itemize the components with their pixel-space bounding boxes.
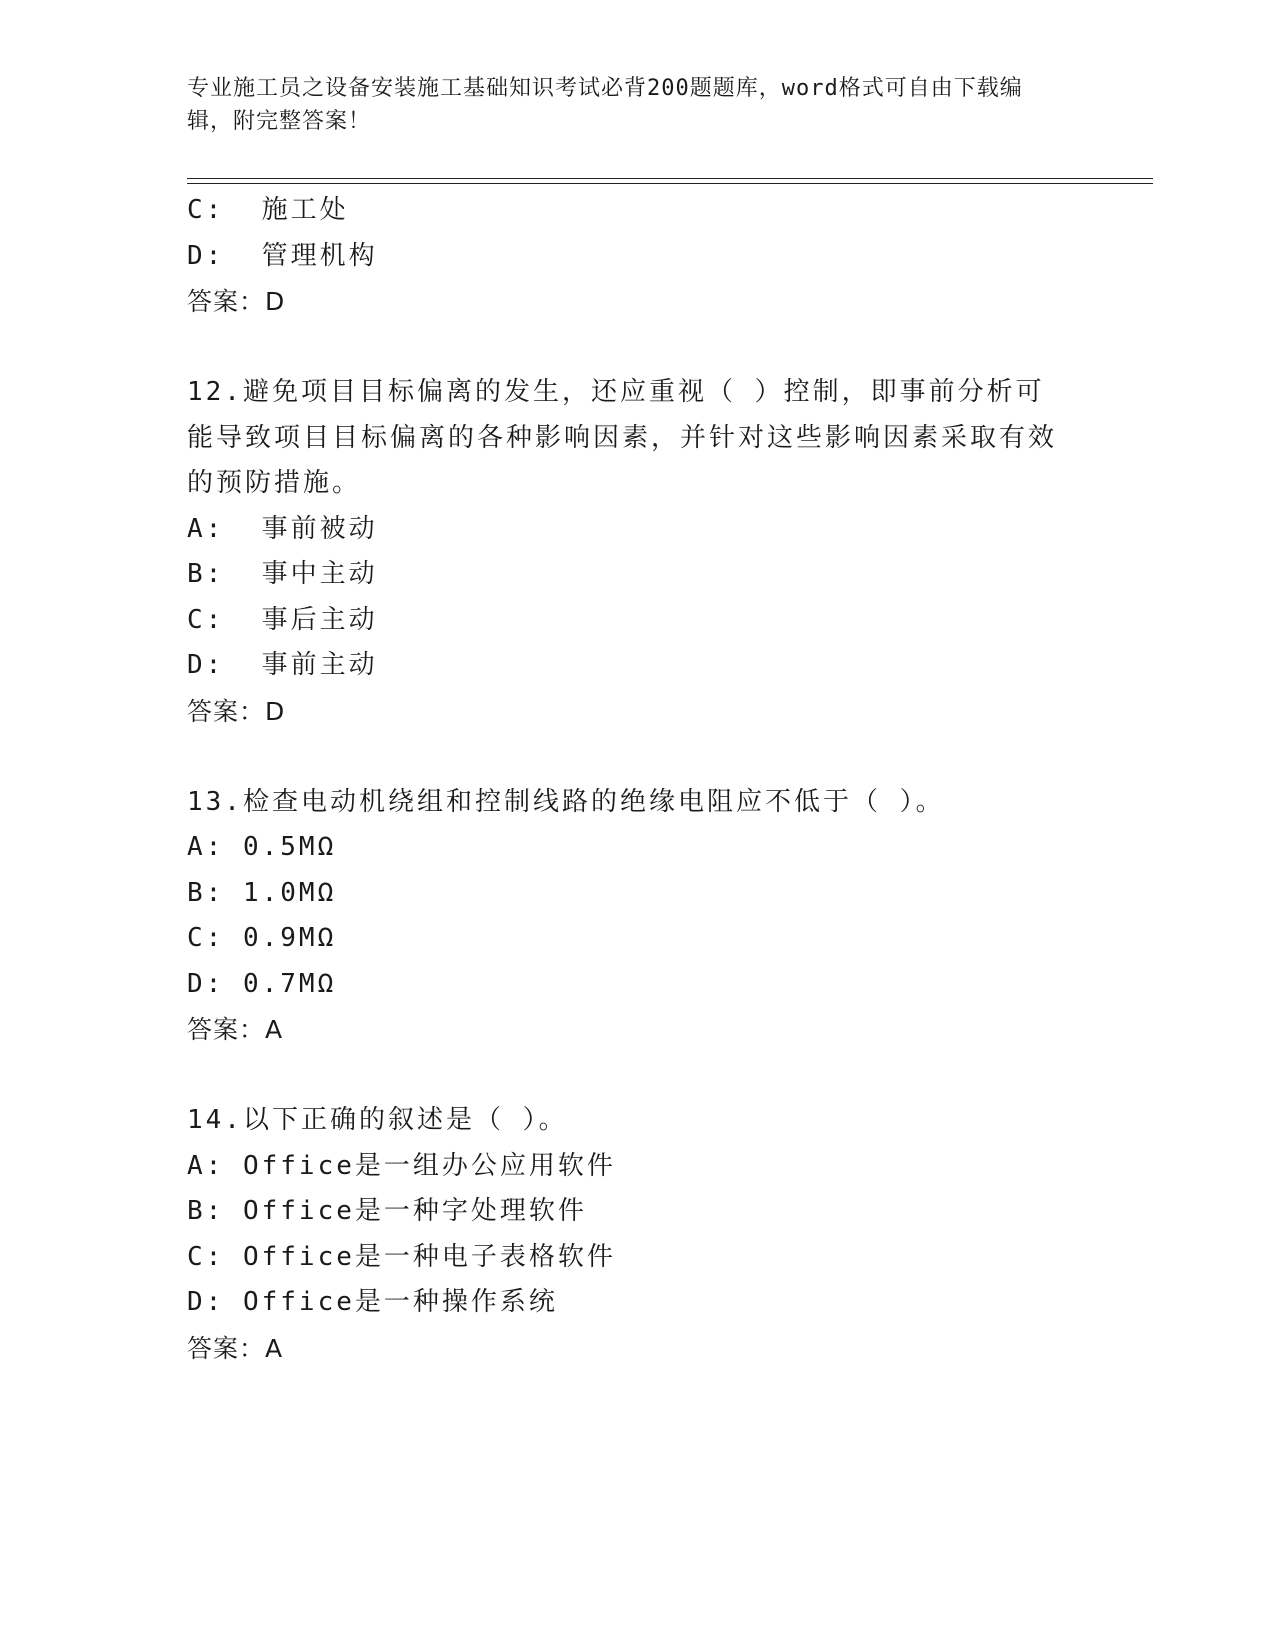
answer-line: 答案：D	[187, 287, 286, 316]
option-line: C: Office是一种电子表格软件	[187, 1241, 616, 1272]
header-rule-bottom	[187, 183, 1153, 184]
header-rule-top	[187, 178, 1153, 179]
option-line: D: Office是一种操作系统	[187, 1287, 558, 1317]
option-line: A: Office是一组办公应用软件	[187, 1150, 616, 1181]
option-line: D: 0.7MΩ	[187, 968, 337, 999]
option-line: D: 管理机构	[187, 240, 378, 271]
option-line: C: 施工处	[187, 195, 349, 225]
question-12-text: 12.避免项目目标偏离的发生，还应重视（ ）控制，即事前分析可能导致项目目标偏离的各种影响因素，并针对这些影响因素采取有效的预防措施。	[187, 377, 1058, 498]
option-line: B: 1.0MΩ	[187, 877, 337, 908]
option-line: C: 0.9MΩ	[187, 923, 337, 953]
option-line: A: 事前被动	[187, 513, 378, 544]
question-13-text: 13.检查电动机绕组和控制线路的绝缘电阻应不低于（ ）。	[187, 786, 945, 817]
answer-line: 答案：A	[187, 1015, 284, 1044]
option-line: A: 0.5MΩ	[187, 832, 337, 862]
answer-line: 答案：D	[187, 696, 286, 726]
answer-line: 答案：A	[187, 1333, 284, 1363]
document-body	[187, 188, 1087, 1371]
option-line: B: Office是一种字处理软件	[187, 1196, 587, 1226]
option-line: D: 事前主动	[187, 650, 378, 680]
option-line: B: 事中主动	[187, 559, 378, 589]
document-header: 专业施工员之设备安装施工基础知识考试必背200题题库，word格式可自由下载编辑，附完整答案！	[187, 76, 1023, 134]
question-14-text: 14.以下正确的叙述是（ ）。	[187, 1105, 568, 1135]
option-line: C: 事后主动	[187, 604, 378, 635]
